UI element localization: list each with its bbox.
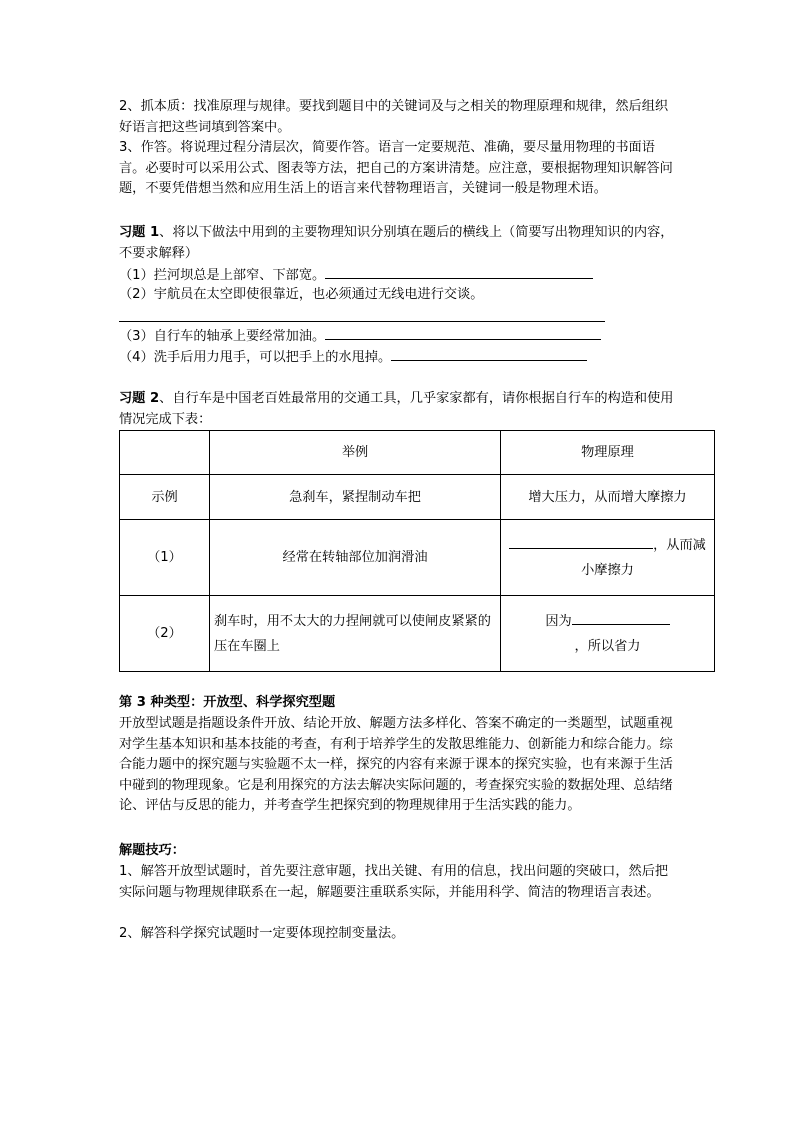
table-header-example: 举例 (210, 431, 501, 475)
tips-heading: 解题技巧： (119, 843, 185, 858)
table-row (120, 520, 715, 596)
table-header-empty (120, 431, 210, 475)
row-principle: 增大压力，从而增大摩擦力 (501, 475, 715, 520)
exercise-1-item-1: （1）拦河坝总是上部窄、下部宽。 (119, 264, 681, 287)
type-3-intro: 开放型试题是指题设条件开放、结论开放、解题方法多样化、答案不确定的一类题型，试题重视对学生基本知识和基本技能的考查，有利于培养学生的发散思维能力、创新能力和综合能力。综合能力题中的探究题与实验题不太一样，探究的内容有来源于课本的探究实验，也有来源于生活中碰到的物理现象。它是利用探究的方法去解决实际问题的，考查探究实验的数据处理、总结绪论、评估与反思的能力，并考查学生把探究到的物理规律用于生活实践的能力。 (119, 716, 673, 813)
table-row (120, 475, 715, 520)
row-label: （2） (120, 596, 210, 672)
answer-blank-1[interactable] (325, 264, 593, 279)
exercise-2-text: 、自行车是中国老百姓最常用的交通工具，几乎家家都有，请你根据自行车的构造和使用情况完成下表： (119, 391, 674, 427)
answer-blank-3[interactable] (325, 325, 601, 340)
bicycle-table (119, 430, 715, 672)
table-answer-blank-1[interactable] (509, 534, 653, 549)
row-example: 急刹车，紧捏制动车把 (210, 475, 501, 520)
step-3-paragraph: 3、作答。将说理过程分清层次，简要作答。语言一定要规范、准确，要尽量用物理的书面语言。必要时可以采用公式、图表等方法，把自己的方案讲清楚。应注意，要根据物理知识解答问题，不要凭借想当然和应用生活上的语言来代替物理语言，关键词一般是物理术语。 (119, 140, 673, 196)
exercise-1-item-2: （2）宇航员在太空即使很靠近，也必须通过无线电进行交谈。 (119, 287, 484, 302)
exercise-1-item-4: （4）洗手后用力甩手，可以把手上的水甩掉。 (119, 346, 681, 369)
exercise-2-prompt (119, 389, 681, 430)
type-3-heading: 第 3 种类型：开放型、科学探究型题 (119, 695, 336, 710)
table-header-row (120, 431, 715, 475)
row-principle: ，从而减 小摩擦力 (501, 520, 715, 596)
exercise-1-prompt (119, 223, 681, 264)
table-answer-blank-2[interactable] (572, 610, 670, 625)
row-label: （1） (120, 520, 210, 596)
row-principle: 因为 ，所以省力 (501, 596, 715, 672)
tip-1: 1、解答开放型试题时，首先要注意审题，找出关键、有用的信息，找出问题的突破口，然后把实际问题与物理规律联系在一起，解题要注重联系实际，并能用科学、简洁的物理语言表述。 (119, 864, 669, 900)
exercise-1-item-3: （3）自行车的轴承上要经常加油。 (119, 325, 681, 348)
row-example: 刹车时，用不太大的力捏闸就可以使闸皮紧紧的压在车圈上 (210, 596, 501, 672)
answer-blank-4[interactable] (391, 346, 587, 361)
exercise-1-text: 、将以下做法中用到的主要物理知识分别填在题后的横线上（简要写出物理知识的内容，不要求解释） (119, 225, 674, 261)
tip-2: 2、解答科学探究试题时一定要体现控制变量法。 (119, 926, 405, 941)
step-2-paragraph: 2、抓本质：找准原理与规律。要找到题目中的关键词及与之相关的物理原理和规律，然后组织好语言把这些词填到答案中。 (119, 99, 669, 135)
row-label: 示例 (120, 475, 210, 520)
table-row (120, 596, 715, 672)
table-header-principle: 物理原理 (501, 431, 715, 475)
exercise-1-label: 习题 1 (119, 225, 160, 240)
answer-blank-2[interactable] (119, 321, 605, 322)
exercise-2-label: 习题 2 (119, 391, 160, 406)
row-example: 经常在转轴部位加润滑油 (210, 520, 501, 596)
